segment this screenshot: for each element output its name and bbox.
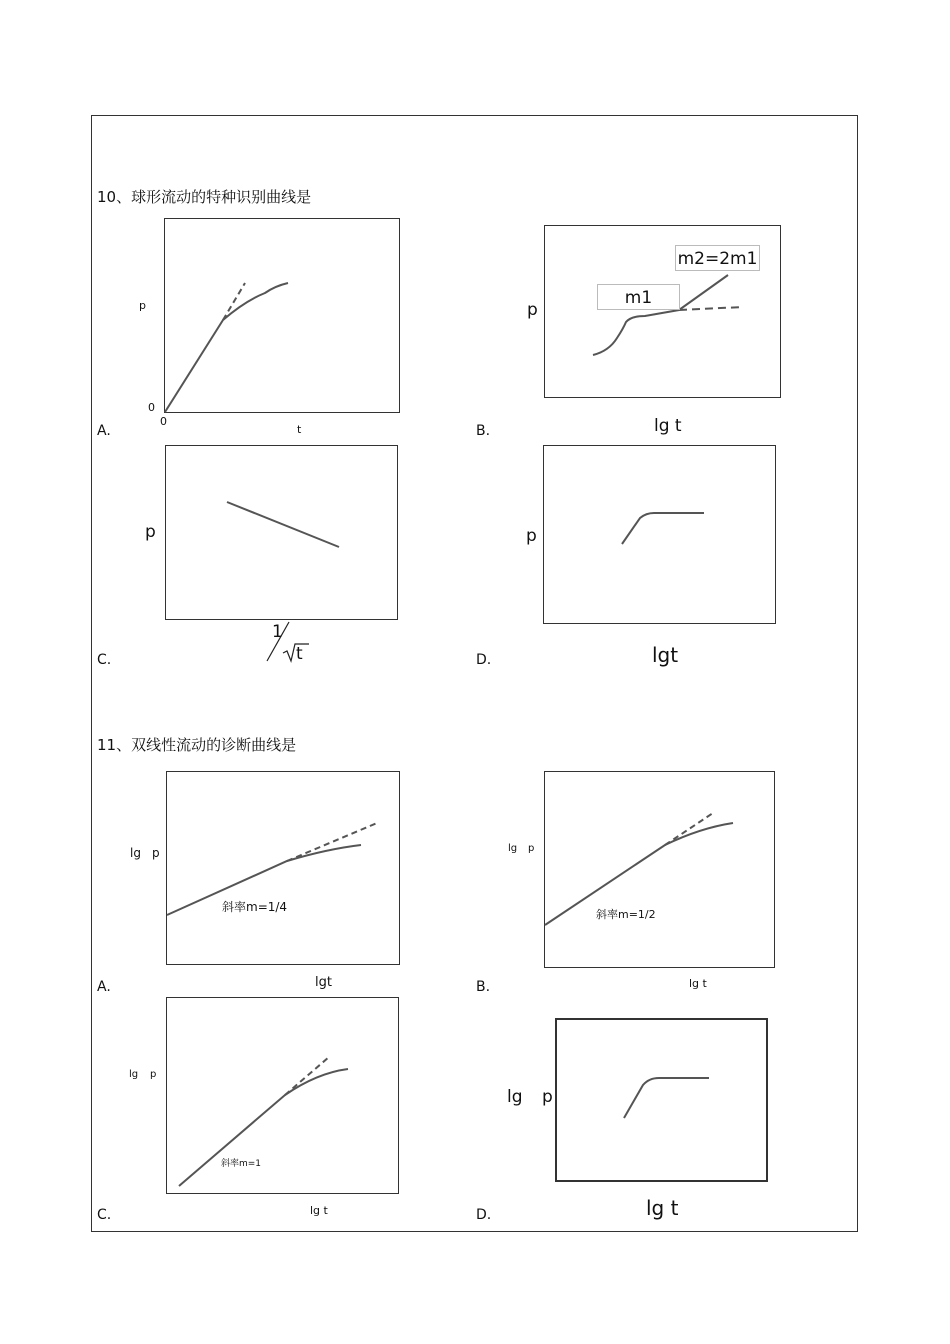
q10-c-ylabel: p — [145, 522, 156, 542]
q10-option-c: C. — [97, 652, 112, 668]
q11-plot-a-curve — [167, 772, 401, 966]
q10-c-x-denominator: t — [296, 644, 303, 664]
question-11-text: 11、双线性流动的诊断曲线是 — [97, 736, 297, 754]
q10-plot-d-curve — [544, 446, 777, 625]
q11-a-ylabel-lg: lg — [130, 846, 141, 860]
q10-d-ylabel: p — [526, 526, 537, 546]
q11-a-xlabel: lgt — [315, 975, 332, 990]
q11-option-d: D. — [476, 1207, 492, 1223]
q10-plot-b — [544, 225, 781, 398]
q10-a-ylabel: p — [139, 299, 146, 312]
q11-plot-b — [544, 771, 775, 968]
q10-plot-a — [164, 218, 400, 413]
q11-option-a: A. — [97, 979, 111, 995]
q11-option-b: B. — [476, 979, 491, 995]
q11-d-ylabel-lg: lg — [507, 1087, 523, 1107]
q10-d-xlabel: lgt — [652, 643, 679, 667]
q10-a-origin-x: 0 — [160, 415, 167, 428]
q10-c-x-numerator: 1 — [272, 622, 283, 642]
q11-b-slope: 斜率m=1/2 — [596, 908, 656, 921]
q11-option-c: C. — [97, 1207, 112, 1223]
q11-plot-a — [166, 771, 400, 965]
q10-option-a: A. — [97, 423, 111, 439]
q11-plot-c — [166, 997, 399, 1194]
q10-a-origin-y: 0 — [148, 401, 155, 414]
q10-a-xlabel: t — [297, 423, 302, 436]
q11-b-ylabel-lg: lg — [508, 843, 518, 854]
q11-c-ylabel-lg: lg — [129, 1069, 139, 1080]
q11-a-ylabel-p: p — [152, 846, 160, 860]
q10-plot-c — [165, 445, 398, 620]
q10-c-xlabel-fraction — [262, 620, 312, 664]
q10-c-fraction-sign — [262, 620, 312, 664]
q11-d-xlabel: lg t — [646, 1196, 679, 1220]
q10-b-m1-label: m1 — [597, 284, 680, 310]
q10-b-ylabel: p — [527, 300, 538, 320]
q11-c-slope: 斜率m=1 — [221, 1159, 262, 1169]
q10-option-b: B. — [476, 423, 491, 439]
q11-a-slope: 斜率m=1/4 — [222, 900, 288, 914]
q10-b-xlabel: lg t — [654, 416, 682, 436]
q11-c-xlabel: lg t — [310, 1204, 328, 1217]
q11-plot-b-curve — [545, 772, 776, 969]
q11-c-ylabel-p: p — [150, 1069, 157, 1080]
q11-d-ylabel-p: p — [542, 1087, 553, 1107]
q10-plot-a-curve — [165, 219, 401, 414]
q10-option-d: D. — [476, 652, 492, 668]
q10-plot-c-curve — [166, 446, 399, 621]
q10-b-m2-label: m2=2m1 — [675, 245, 760, 271]
q10-plot-d — [543, 445, 776, 624]
q11-plot-d-curve — [557, 1020, 770, 1184]
q11-b-xlabel: lg t — [689, 977, 707, 990]
q11-plot-d — [555, 1018, 768, 1182]
q11-b-ylabel-p: p — [528, 843, 535, 854]
question-10-text: 10、球形流动的特种识别曲线是 — [97, 188, 312, 206]
q11-plot-c-curve — [167, 998, 400, 1195]
